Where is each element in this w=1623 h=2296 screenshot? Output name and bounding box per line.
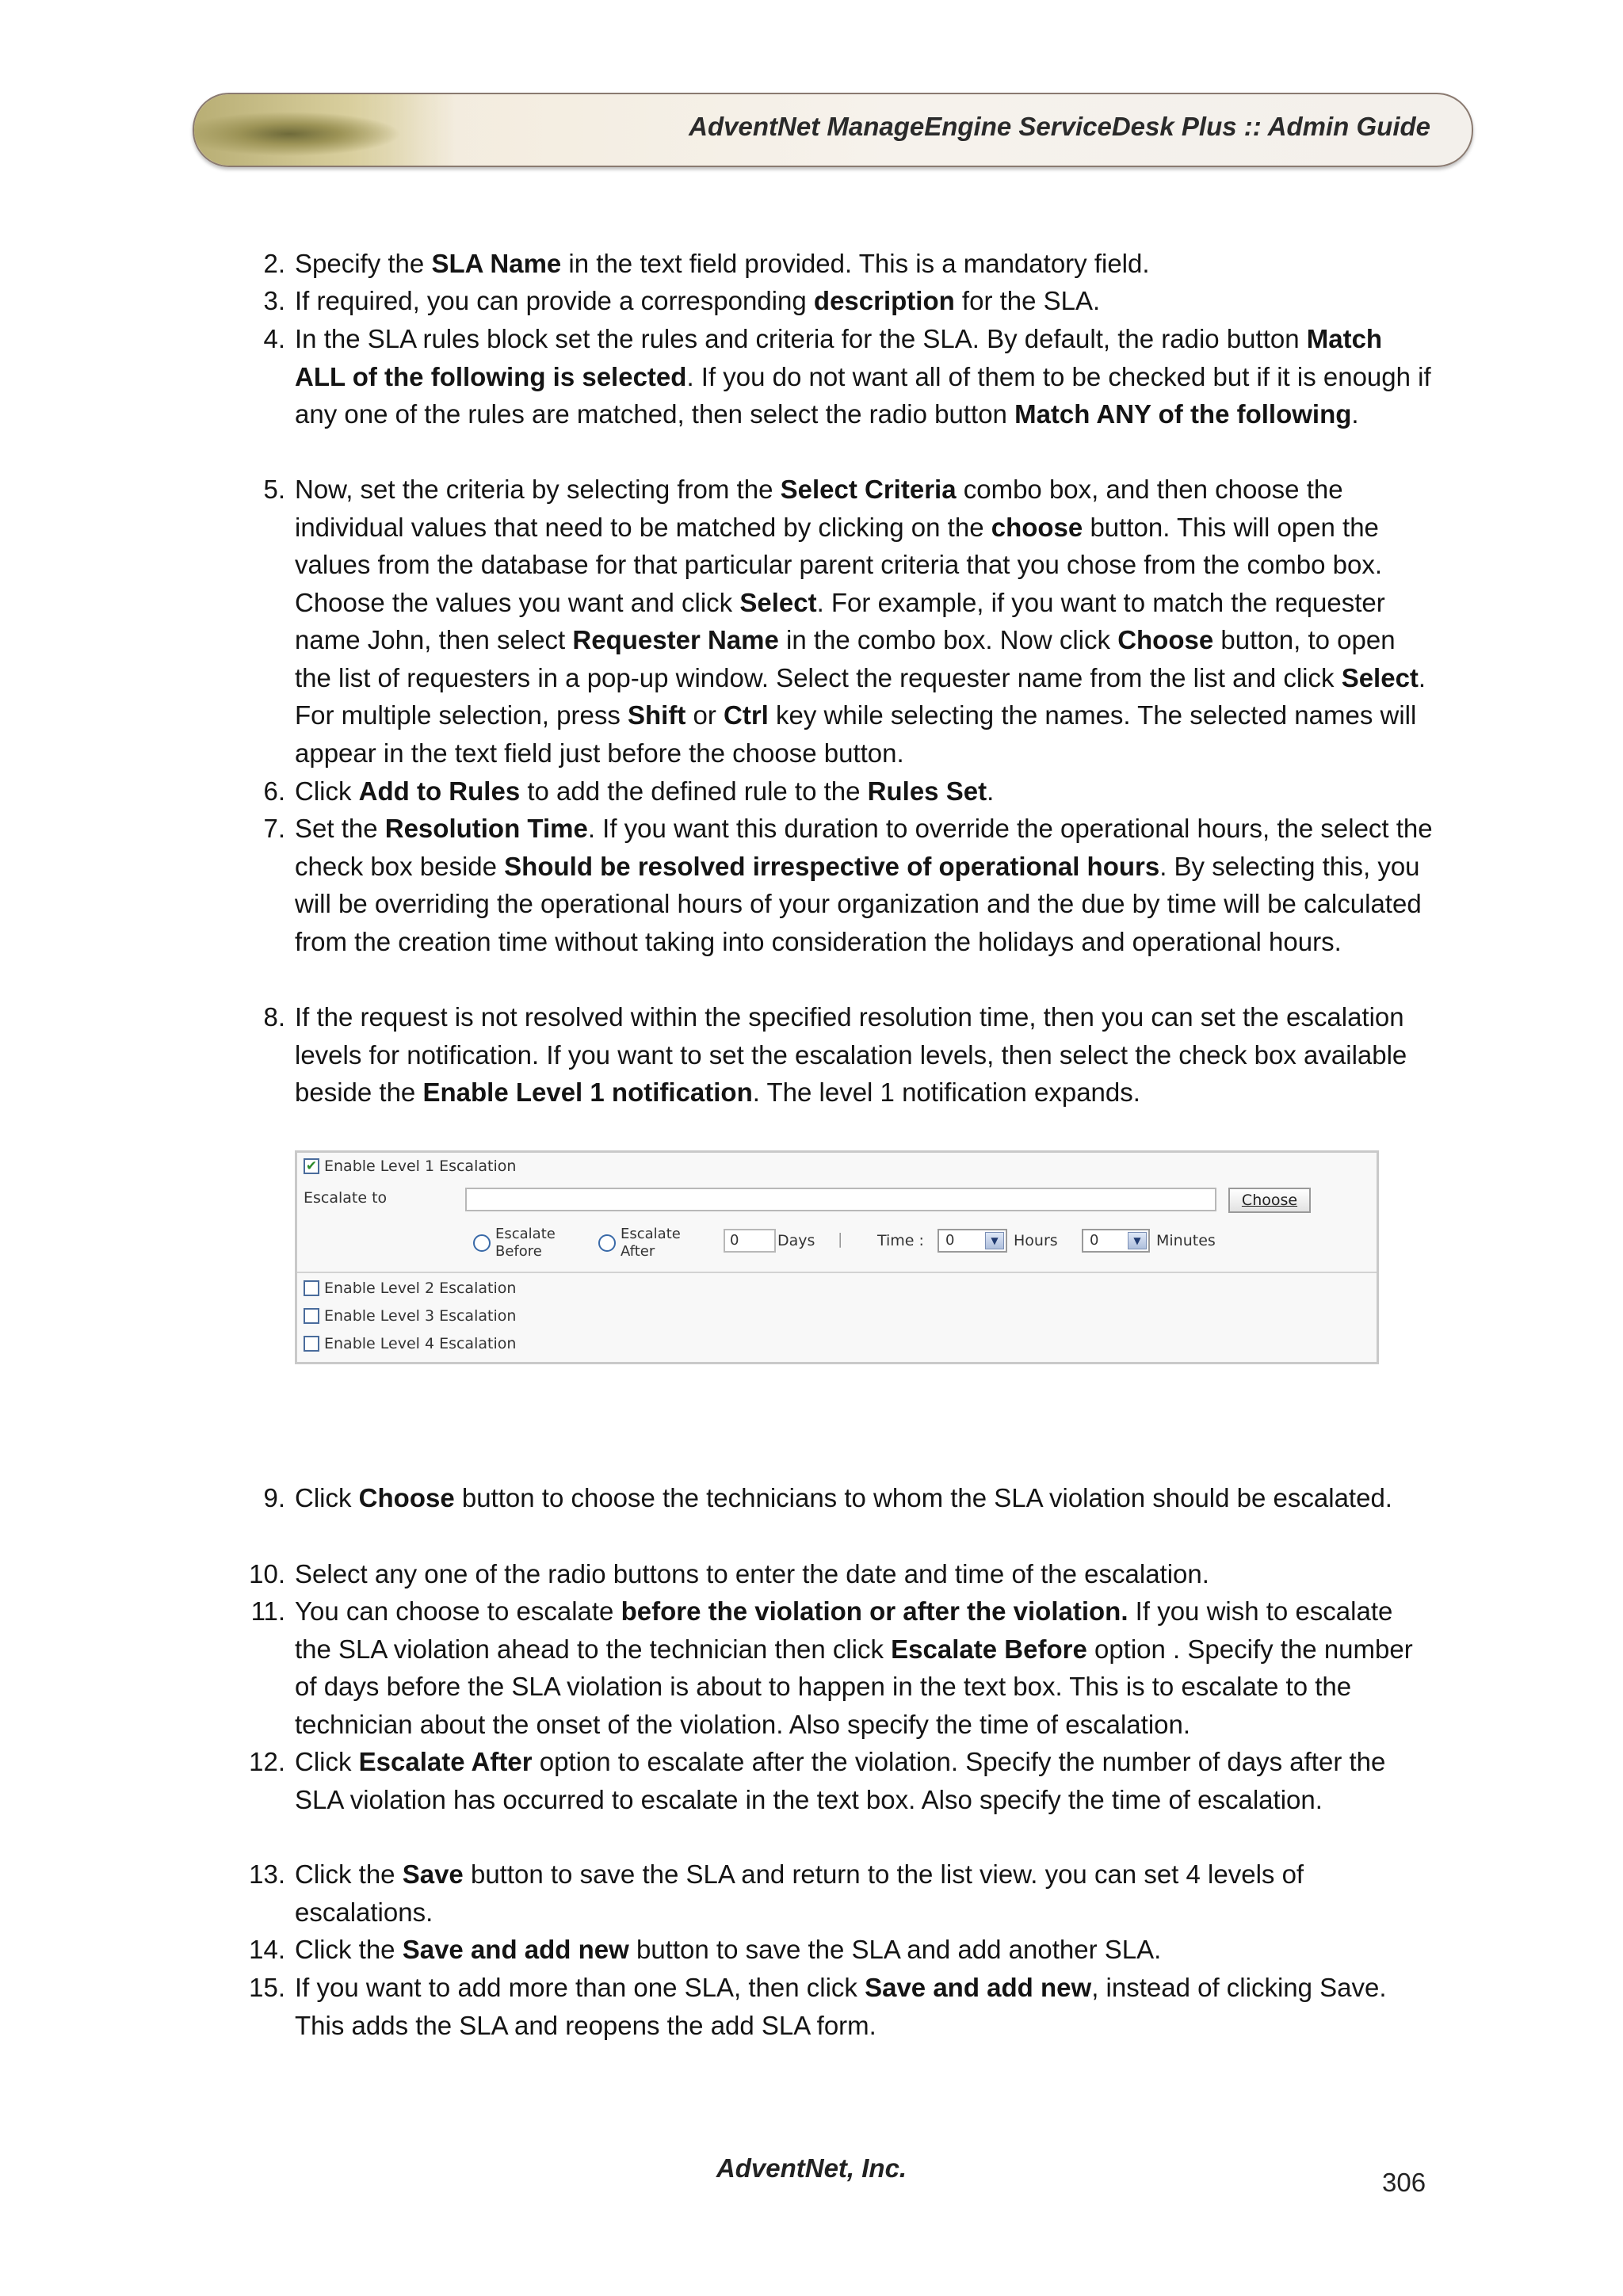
- text: . The level 1 notification expands.: [752, 1077, 1140, 1107]
- bold-text: Rules Set: [867, 776, 987, 806]
- list-item: [263, 1479, 1436, 1517]
- list-number: 5.: [263, 475, 285, 504]
- bold-text: Should be resolved irrespective of operational hours: [504, 851, 1160, 881]
- bold-text: Select: [1341, 662, 1419, 692]
- bold-text: Match ANY of the following: [1014, 399, 1352, 429]
- list-number: 4.: [263, 324, 285, 353]
- divider: [297, 1272, 1377, 1273]
- level1-checkbox[interactable]: [304, 1158, 319, 1174]
- text: You can choose to escalate: [295, 1596, 621, 1626]
- list-item: [249, 1555, 1436, 1593]
- level4-label: Enable Level 4 Escalation: [324, 1335, 517, 1352]
- bold-text: Resolution Time: [384, 814, 588, 843]
- list-item: [249, 1855, 1436, 1931]
- text: . If you want this duration to override the operational hours, the select the check box beside: [295, 814, 1433, 881]
- escalate-after-label: Escalate After: [621, 1226, 681, 1260]
- list-number: 3.: [263, 286, 285, 315]
- text: If you wish to escalate the SLA violation ahead to the technician then click: [295, 1596, 1393, 1664]
- list-number: 9.: [263, 1483, 285, 1512]
- bold-text: Save: [402, 1859, 464, 1889]
- text: option to escalate after the violation. Specify the number of days after the SLA violation has occurred to escalate in the text box. Also specify the time of escalation.: [295, 1747, 1386, 1814]
- hours-select[interactable]: 0 ▼: [938, 1229, 1007, 1253]
- list-item: [249, 1931, 1436, 1969]
- list-number: 7.: [263, 814, 285, 843]
- check-icon: ✔: [305, 1158, 318, 1174]
- header-decoration: [194, 94, 456, 166]
- text: Specify the: [295, 249, 432, 278]
- page-number: 306: [1382, 2168, 1426, 2197]
- bold-text: Save and add new: [865, 1973, 1092, 2002]
- escalate-before-radio[interactable]: [473, 1234, 491, 1252]
- days-label: Days: [777, 1232, 815, 1249]
- text: Click the: [295, 1935, 403, 1964]
- choose-button[interactable]: Choose: [1228, 1188, 1311, 1213]
- list-item: [263, 282, 1436, 320]
- bold-text: Escalate After: [358, 1747, 533, 1776]
- time-label: Time :: [877, 1232, 924, 1249]
- list-number: 14.: [249, 1935, 285, 1964]
- escalate-after-radio[interactable]: [598, 1234, 616, 1252]
- list-item: [263, 810, 1436, 960]
- text: In the SLA rules block set the rules and criteria for the SLA. By default, the radio button: [295, 324, 1307, 353]
- text: . For multiple selection, press: [295, 662, 1426, 730]
- text: , instead of clicking Save. This adds the SLA and reopens the add SLA form.: [295, 1973, 1387, 2040]
- text: Click: [295, 776, 359, 806]
- level4-checkbox[interactable]: [304, 1336, 319, 1352]
- text: button. This will open the values from the database for that particular parent criteria that you chose from the combo box. Choose the values you want and click: [295, 512, 1383, 617]
- escalate-before-label: Escalate Before: [495, 1226, 556, 1260]
- list-number: 8.: [263, 1002, 285, 1032]
- list-number: 12.: [249, 1747, 285, 1776]
- text: in the combo box. Now click: [778, 625, 1118, 654]
- chevron-down-icon: ▼: [1128, 1232, 1147, 1249]
- bold-text: Select Criteria: [780, 475, 957, 504]
- list-number: 2.: [263, 249, 285, 278]
- list-number: 11.: [250, 1596, 285, 1626]
- text: button, to open the list of requesters in a pop-up window. Select the requester name from the list and click: [295, 625, 1396, 692]
- text: key while selecting the names. The selected names will appear in the text field just before the choose button.: [295, 700, 1417, 768]
- escalate-to-input[interactable]: [465, 1188, 1216, 1211]
- level2-checkbox[interactable]: [304, 1280, 319, 1296]
- text: for the SLA.: [954, 286, 1101, 315]
- minutes-label: Minutes: [1156, 1232, 1216, 1249]
- text: Now, set the criteria by selecting from the: [295, 475, 781, 504]
- list-item: [263, 320, 1436, 433]
- text: .: [1351, 399, 1359, 429]
- list-item: [263, 245, 1436, 283]
- text: Click the: [295, 1859, 403, 1889]
- level3-label: Enable Level 3 Escalation: [324, 1307, 517, 1325]
- text: Set the: [295, 814, 385, 843]
- bold-text: Escalate Before: [891, 1634, 1087, 1664]
- text: If required, you can provide a corresponding: [295, 286, 814, 315]
- text: . If you do not want all of them to be checked but if it is enough if any one of the rules are matched, then select the radio button: [295, 361, 1431, 429]
- text: If you want to add more than one SLA, then click: [295, 1973, 865, 2002]
- list-number: 10.: [249, 1559, 285, 1589]
- bold-text: Save and add new: [402, 1935, 629, 1964]
- text: or: [685, 700, 724, 730]
- list-item: [249, 1743, 1436, 1818]
- list-number: 13.: [249, 1859, 285, 1889]
- bold-text: choose: [991, 512, 1083, 542]
- level2-label: Enable Level 2 Escalation: [324, 1280, 517, 1297]
- footer-company: AdventNet, Inc.: [716, 2153, 907, 2183]
- text: in the text field provided. This is a mandatory field.: [561, 249, 1150, 278]
- text: If the request is not resolved within the specified resolution time, then you can set the escalation levels for notification. If you want to set the escalation levels, then select the check box available beside the: [295, 1002, 1407, 1107]
- escalate-to-label: Escalate to: [304, 1189, 388, 1207]
- text: to add the defined rule to the: [520, 776, 868, 806]
- header-title: AdventNet ManageEngine ServiceDesk Plus :: Admin Guide: [689, 112, 1430, 141]
- bold-text: Requester Name: [572, 625, 779, 654]
- text: .: [987, 776, 995, 806]
- level3-checkbox[interactable]: [304, 1308, 319, 1324]
- days-input[interactable]: 0: [724, 1229, 776, 1253]
- text: Select any one of the radio buttons to enter the date and time of the escalation.: [295, 1559, 1209, 1589]
- text: button to choose the technicians to whom the SLA violation should be escalated.: [454, 1483, 1392, 1512]
- header-banner: [193, 93, 1473, 167]
- bold-text: Enable Level 1 notification: [422, 1077, 753, 1107]
- bold-text: Shift: [628, 700, 686, 730]
- chevron-down-icon: ▼: [985, 1232, 1004, 1249]
- bold-text: Choose: [1117, 625, 1214, 654]
- list-item: [263, 471, 1436, 772]
- hours-label: Hours: [1014, 1232, 1058, 1249]
- text: Click: [295, 1483, 359, 1512]
- bold-text: SLA Name: [431, 249, 562, 278]
- escalation-screenshot: [295, 1150, 1379, 1364]
- separator: |: [838, 1230, 843, 1248]
- text: combo box, and then choose the individual values that need to be matched by clicking on the: [295, 475, 1343, 542]
- list-item: [250, 1592, 1436, 1743]
- list-number: 6.: [263, 776, 285, 806]
- text: . By selecting this, you will be overriding the operational hours of your organization and the due by time will be calculated from the creation time without taking into consideration the holidays and operational hours.: [295, 851, 1422, 956]
- level1-label: Enable Level 1 Escalation: [324, 1158, 517, 1175]
- list-item: [263, 772, 1436, 810]
- bold-text: Ctrl: [724, 700, 769, 730]
- bold-text: Select: [739, 587, 817, 617]
- list-number: 15.: [249, 1973, 285, 2002]
- minutes-select[interactable]: 0 ▼: [1082, 1229, 1150, 1253]
- bold-text: description: [813, 286, 955, 315]
- text: button to save the SLA and add another SLA.: [628, 1935, 1162, 1964]
- text: Click: [295, 1747, 359, 1776]
- bold-text: Choose: [358, 1483, 455, 1512]
- text: . For example, if you want to match the requester name John, then select: [295, 587, 1385, 654]
- bold-text: before the violation or after the violation.: [621, 1596, 1128, 1626]
- list-item: [263, 998, 1436, 1112]
- bold-text: Add to Rules: [358, 776, 521, 806]
- list-item: [249, 1969, 1436, 2044]
- text: button to save the SLA and return to the list view. you can set 4 levels of escalations.: [295, 1859, 1304, 1927]
- bold-text: Match ALL of the following is selected: [295, 324, 1383, 391]
- text: option . Specify the number of days before the SLA violation is about to happen in the text box. This is to escalate to the technician about the onset of the violation. Also specify the time of escalation.: [295, 1634, 1413, 1739]
